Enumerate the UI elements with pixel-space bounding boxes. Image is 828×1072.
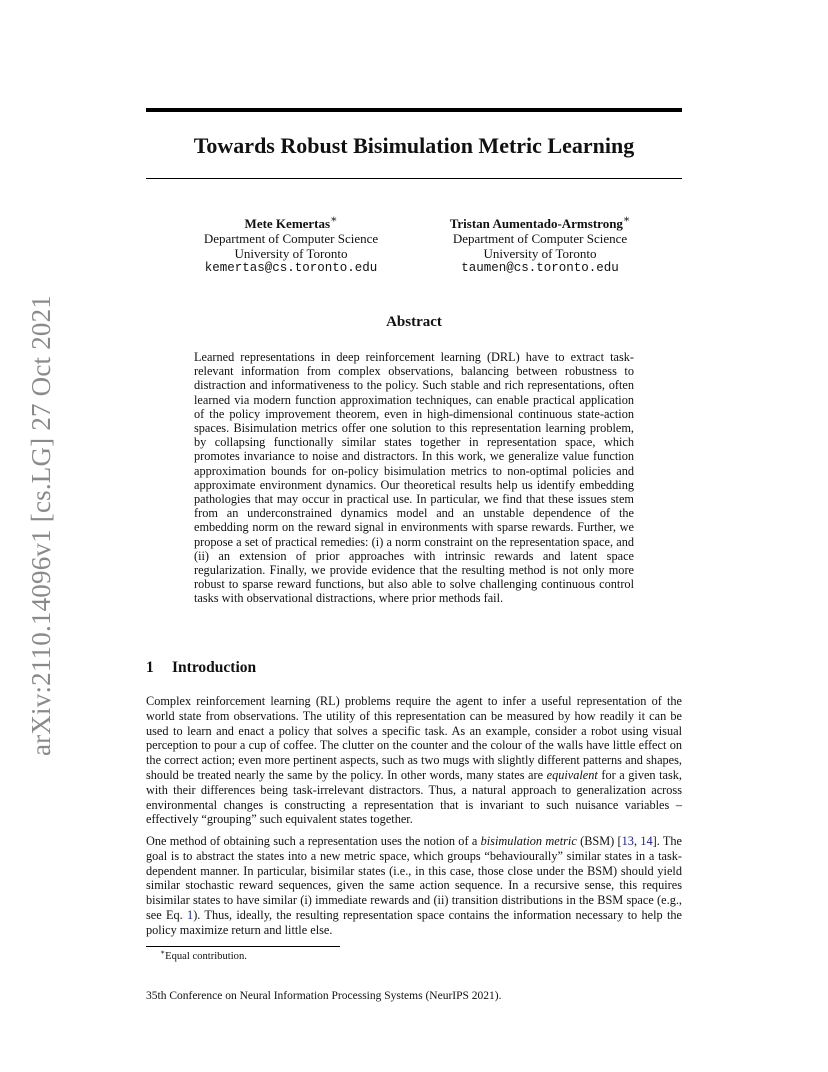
author-univ: University of Toronto bbox=[234, 246, 348, 261]
author-block-2 bbox=[425, 213, 655, 276]
author-name: Tristan Aumentado-Armstrong∗ bbox=[449, 213, 631, 231]
conference-note: 35th Conference on Neural Information Processing Systems (NeurIPS 2021). bbox=[146, 990, 502, 1002]
paper-title: Towards Robust Bisimulation Metric Learning bbox=[193, 133, 635, 158]
title-top-rule bbox=[146, 108, 682, 112]
author-name: Mete Kemertas∗ bbox=[244, 213, 338, 231]
author-block-1 bbox=[186, 213, 396, 276]
author-dept: Department of Computer Science bbox=[452, 231, 628, 246]
equation-link[interactable]: 1 bbox=[187, 907, 194, 922]
intro-paragraph-2: One method of obtaining such a representation uses the notion of a bisimulation metric (BSM) [13, 14]. The goal is to abstract the states into a new metric space, which groups “behaviourally” similar states in a task-dependent manner. In particular, bisimilar states (i.e., in this case, those close under the BSM) should yield similar stochastic reward sequences, given the same action sequence. In a recursive sense, this requires bisimilar states to have similar (i) immediate rewards and (ii) transition distributions in the BSM space (e.g., see Eq. 1). Thus, ideally, the resulting representation space contains the information necessary to help the policy maximize return and little else. bbox=[146, 834, 682, 937]
author-dept: Department of Computer Science bbox=[203, 231, 379, 246]
citation-link[interactable]: 13 bbox=[621, 834, 634, 848]
footnote-rule bbox=[146, 946, 340, 947]
footnote: ∗Equal contribution. bbox=[160, 947, 247, 962]
section-heading bbox=[146, 659, 682, 677]
author-email: taumen@cs.toronto.edu bbox=[461, 261, 619, 275]
intro-paragraph-1: Complex reinforcement learning (RL) problems require the agent to infer a useful representation of the world state from observations. The utility of this representation can be measured by how readily it can be used to learn and enact a policy that solves a specific task. As an example, consider a robot using visual perception to pour a cup of coffee. The clutter on the counter and the colour of the walls have little effect on the correct action; even more pertinent aspects, such as two mugs with slightly different patterns and shapes, should be treated nearly the same by the policy. In other words, many states are equivalent for a given task, with their differences being task-irrelevant distractors. Thus, a natural approach to generalization across environmental changes is constructing a representation that is invariant to such nuisance variables – effectively “grouping” such equivalent states together. bbox=[146, 694, 682, 827]
arxiv-identifier: arXiv:2110.14096v1 [cs.LG] 27 Oct 2021 bbox=[26, 294, 57, 756]
section-number: 1 bbox=[146, 659, 154, 676]
author-email: kemertas@cs.toronto.edu bbox=[204, 261, 378, 275]
citation-link[interactable]: 14 bbox=[640, 834, 653, 848]
title-bottom-rule bbox=[146, 178, 682, 179]
section-title: Introduction bbox=[172, 659, 257, 676]
author-univ: University of Toronto bbox=[483, 246, 597, 261]
abstract-text: Learned representations in deep reinforcement learning (DRL) have to extract task-relevant information from complex observations, balancing between robustness to distraction and informativeness to the policy. Such stable and rich representations, often learned via modern function approximation techniques, can enable practical application of the policy improvement theorem, even in high-dimensional continuous state-action spaces. Bisimulation metrics offer one solution to this representation learning problem, by collapsing functionally similar states together in representation space, which promotes invariance to noise and distractors. In this work, we generalize value function approximation bounds for on-policy bisimulation metrics to non-optimal policies and approximate environment dynamics. Our theoretical results help us identify embedding pathologies that may occur in practical use. In particular, we find that these issues stem from an underconstrained dynamics model and an unstable dependence of the embedding norm on the reward signal in environments with sparse rewards. Further, we propose a set of practical remedies: (i) a norm constraint on the representation space, and (ii) an extension of prior approaches with intrinsic rewards and latent space regularization. Finally, we provide evidence that the resulting method is not only more robust to sparse reward functions, but also able to solve challenging continuous control tasks with observational distractions, where prior methods fail. bbox=[194, 350, 634, 606]
abstract-heading: Abstract bbox=[386, 314, 442, 330]
